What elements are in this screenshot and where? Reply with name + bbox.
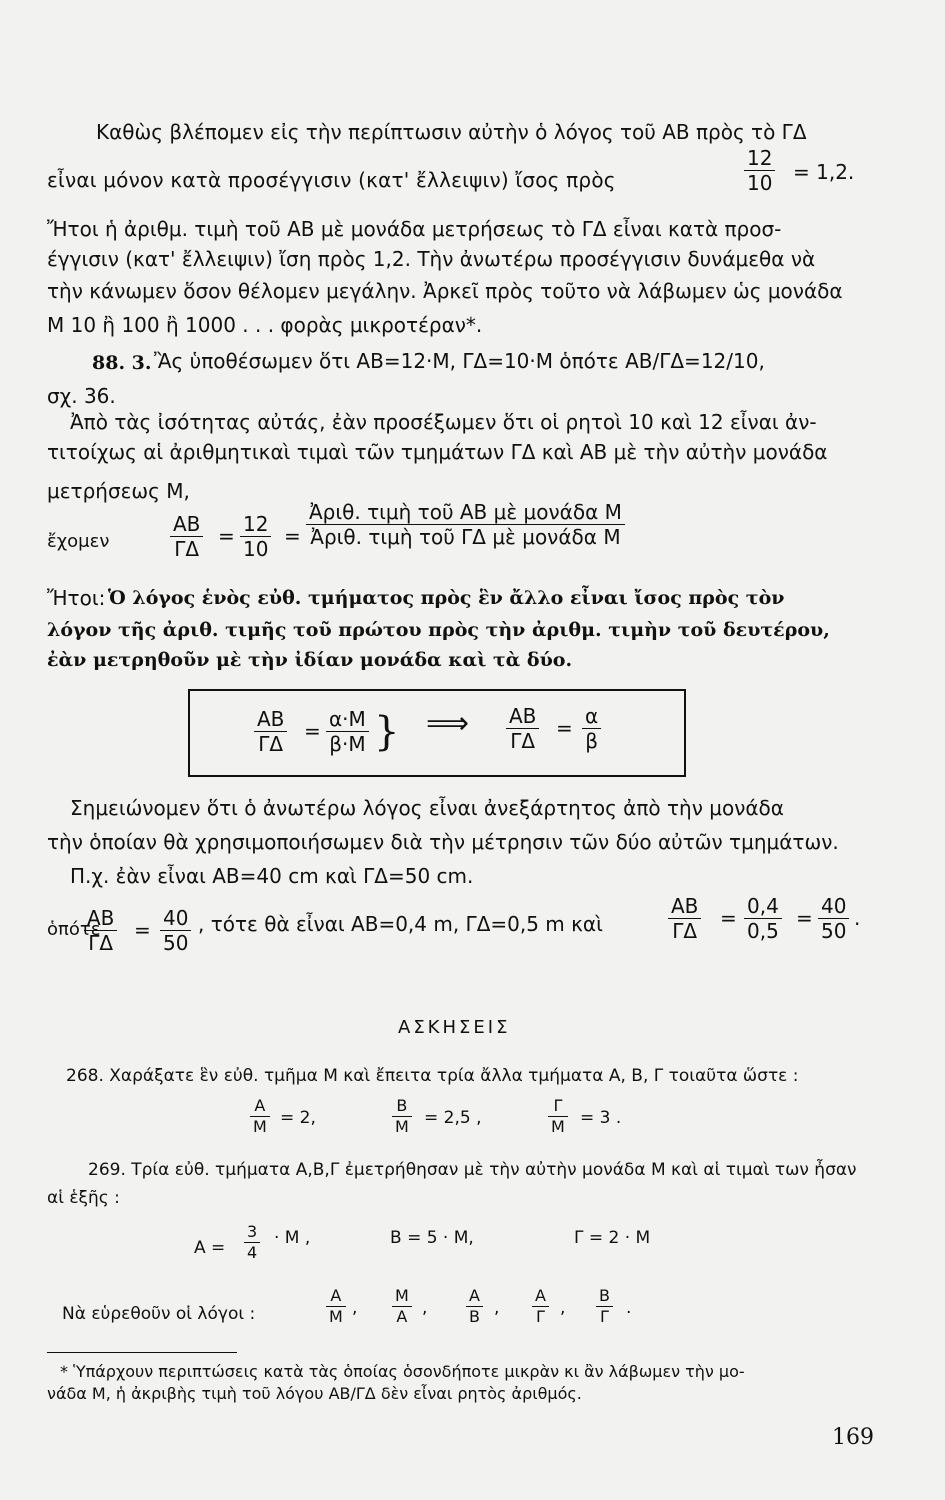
example-fraction-40-50-b: [818, 894, 849, 943]
section88-line4: τιτοίχως αἱ ἀριθμητικαὶ τιμαὶ τῶν τμημάτων ΓΔ καὶ ΑΒ μὲ τὴν αὐτὴν μονάδα: [47, 440, 828, 464]
footnote-rule: [47, 1352, 237, 1353]
fraction-numerator: 40: [160, 906, 191, 931]
rule-line1: Ὁ λόγος ἑνὸς εὐθ. τμήματος πρὸς ἓν ἄλλο εἶναι ἴσος πρὸς τὸν: [108, 587, 785, 609]
fraction-denominator: ΓΔ: [174, 537, 200, 561]
comma: ,: [560, 1298, 566, 1318]
fraction-denominator: Γ: [600, 1307, 609, 1326]
fraction-numerator: ΑΒ: [254, 707, 287, 732]
fraction-denominator: Μ: [253, 1117, 267, 1136]
fraction-numerator: 40: [818, 894, 849, 919]
example-fraction-40-50: [160, 906, 191, 955]
fraction-denominator: Μ: [329, 1307, 343, 1326]
rule-line3: ἐὰν μετρηθοῦν μὲ τὴν ἰδίαν μονάδα καὶ τὰ δύο.: [47, 649, 573, 671]
example-fraction-ab-gd-2: [668, 894, 701, 943]
fraction-denominator: 10: [243, 537, 269, 561]
implies-arrow: ⟹: [426, 706, 470, 741]
right-brace: }: [374, 709, 400, 755]
rule-prefix: Ἤτοι:: [47, 586, 106, 610]
page-number: 169: [832, 1425, 874, 1450]
para1-line3: Ἤτοι ἡ ἀριθμ. τιμὴ τοῦ ΑΒ μὲ μονάδα μετρήσεως τὸ ΓΔ εἶναι κατὰ προσ-: [47, 217, 782, 241]
section88-line5: μετρήσεως Μ,: [47, 479, 190, 503]
e268-value-2: = 2,5 ,: [424, 1108, 482, 1128]
para2-line3: Π.χ. ἐὰν εἶναι ΑΒ=40 cm καὶ ΓΔ=50 cm.: [70, 864, 474, 888]
fraction-denominator: Ἀριθ. τιμὴ τοῦ ΓΔ μὲ μονάδα Μ: [310, 525, 621, 549]
e268-fraction-a-m: [250, 1096, 270, 1137]
fraction-numerator: ΑΒ: [170, 512, 203, 537]
equals-sign: =: [556, 716, 573, 740]
exercise-269-line1: 269. Τρία εὐθ. τμήματα Α,Β,Γ ἐμετρήθησαν μὲ τὴν αὐτὴν μονάδα Μ καὶ αἱ τιμαὶ των ἦσαν: [88, 1160, 857, 1180]
fraction-numerator: Α: [532, 1286, 549, 1307]
fraction-denominator: Μ: [395, 1117, 409, 1136]
comma: ,: [352, 1298, 358, 1318]
e269-a-end: · Μ ,: [274, 1228, 311, 1248]
fraction-denominator: Β: [469, 1307, 480, 1326]
section88-line2: σχ. 36.: [47, 384, 116, 408]
section-number: 88. 3.: [92, 352, 152, 374]
comma: ,: [422, 1298, 428, 1318]
fraction-numerator: Μ: [392, 1286, 412, 1307]
fraction-12-10-b: [240, 512, 271, 561]
box-fraction-ab-gd: [254, 707, 287, 756]
fraction-denominator: 0,5: [747, 919, 779, 943]
fraction-numerator: α·Μ: [326, 707, 369, 732]
e269-b-value: Β = 5 · Μ,: [390, 1228, 474, 1248]
example-fraction-ab-gd: [84, 906, 117, 955]
fraction-numerator: Γ: [548, 1096, 568, 1117]
footnote-line1: * Ὑπάρχουν περιπτώσεις κατὰ τὰς ὁποίας ὁσονδήποτε μικρὰν κι ἂν λάβωμεν τὴν μο-: [60, 1362, 745, 1381]
period: .: [626, 1298, 632, 1318]
fraction-numerator: 0,4: [744, 894, 782, 919]
e268-fraction-g-m: [548, 1096, 568, 1137]
fraction-12-10: [744, 146, 775, 195]
para2-line1: Σημειώνομεν ὅτι ὁ ἀνωτέρω λόγος εἶναι ἀνεξάρτητος ἀπὸ τὴν μονάδα: [70, 796, 784, 820]
ratio-b-g: [596, 1286, 613, 1327]
equals-sign: =: [284, 524, 301, 548]
fraction-denominator: 4: [247, 1243, 258, 1262]
e268-fraction-b-m: [392, 1096, 412, 1137]
para1-line6: Μ 10 ἢ 100 ἢ 1000 . . . φορὰς μικροτέραν*.: [47, 313, 483, 337]
fraction-numerator: ΑΒ: [668, 894, 701, 919]
fraction-denominator: ΓΔ: [510, 729, 536, 753]
fraction-denominator: ΓΔ: [672, 919, 698, 943]
fraction-denominator: ΓΔ: [258, 732, 284, 756]
para2-line2: τὴν ὁποίαν θὰ χρησιμοποιήσωμεν διὰ τὴν μέτρησιν τῶν δύο αὐτῶν τμημάτων.: [47, 830, 839, 854]
example-middle-text: , τότε θὰ εἶναι ΑΒ=0,4 m, ΓΔ=0,5 m καὶ: [198, 912, 603, 936]
fraction-denominator: Μ: [551, 1117, 565, 1136]
ratio-m-a: [392, 1286, 412, 1327]
e269-g-value: Γ = 2 · Μ: [574, 1228, 651, 1248]
e268-value-3: = 3 .: [580, 1108, 622, 1128]
e268-value-1: = 2,: [280, 1108, 316, 1128]
para1-line1: Καθὼς βλέπομεν εἰς τὴν περίπτωσιν αὐτὴν ὁ λόγος τοῦ ΑΒ πρὸς τὸ ΓΔ: [96, 120, 807, 144]
ratio-a-m: [326, 1286, 346, 1327]
para1-line4: έγγισιν (κατ' ἔλλειψιν) ἴση πρὸς 1,2. Τὴν ἀνωτέρω προσέγγισιν δυνάμεθα νὰ: [47, 247, 816, 271]
fraction-numerator: Ἀριθ. τιμὴ τοῦ ΑΒ μὲ μονάδα Μ: [306, 500, 625, 525]
equals-sign: =: [720, 906, 737, 930]
fraction-numerator: 12: [744, 146, 775, 171]
e269-a-label: Α =: [194, 1238, 226, 1258]
box-fraction-alpha-beta: [582, 704, 601, 753]
find-ratios-label: Νὰ εὑρεθοῦν οἱ λόγοι :: [62, 1304, 256, 1324]
ratio-a-g: [532, 1286, 549, 1327]
exercises-heading: ΑΣΚΗΣΕΙΣ: [398, 1017, 511, 1038]
fraction-numerator: 12: [240, 512, 271, 537]
fraction-numerator: ΑΒ: [506, 704, 539, 729]
para1-line5: τὴν κάνωμεν ὅσον θέλομεν μεγάλην. Ἀρκεῖ πρὸς τοῦτο νὰ λάβωμεν ὡς μονάδα: [47, 279, 843, 303]
e269-fraction-3-4: [244, 1222, 260, 1263]
fraction-denominator: 50: [163, 931, 189, 955]
fraction-denominator: 10: [747, 171, 773, 195]
section88-line1: Ἂς ὑποθέσωμεν ὅτι ΑΒ=12·Μ, ΓΔ=10·Μ ὁπότε ΑΒ/ΓΔ=12/10,: [154, 349, 765, 373]
section88-line3: Ἀπὸ τὰς ἰσότητας αὐτάς, ἐὰν προσέξωμεν ὅτι οἱ ρητοὶ 10 καὶ 12 εἶναι ἀν-: [70, 410, 817, 434]
fraction-denominator: Γ: [536, 1307, 545, 1326]
box-fraction-ab-gd-2: [506, 704, 539, 753]
para1-line2: εἶναι μόνον κατὰ προσέγγισιν (κατ' ἔλλειψιν) ἴσος πρὸς: [47, 168, 616, 192]
comma: ,: [494, 1298, 500, 1318]
fraction-numerator: Α: [326, 1286, 346, 1307]
exercise-269-line2: αἱ ἑξῆς :: [47, 1188, 120, 1208]
equals-sign: =: [134, 918, 151, 942]
example-fraction-04-05: [744, 894, 782, 943]
fraction-numerator: Β: [596, 1286, 613, 1307]
fraction-numerator: ΑΒ: [84, 906, 117, 931]
period: .: [854, 906, 861, 930]
fraction-numerator: Β: [392, 1096, 412, 1117]
fraction-denominator: β·Μ: [329, 732, 366, 756]
fraction-denominator: ΓΔ: [88, 931, 114, 955]
fraction-numerator: α: [582, 704, 601, 729]
equals-sign: =: [218, 524, 235, 548]
fraction-denominator: 50: [821, 919, 847, 943]
fraction-numerator: Α: [250, 1096, 270, 1117]
footnote-line2: νάδα Μ, ἡ ἀκριβὴς τιμὴ τοῦ λόγου ΑΒ/ΓΔ δὲν εἶναι ρητὸς ἀριθμός.: [47, 1384, 582, 1403]
exercise-268-text: 268. Χαράξατε ἓν εὐθ. τμῆμα Μ καὶ ἔπειτα τρία ἄλλα τμήματα Α, Β, Γ τοιαῦτα ὥστε :: [66, 1066, 799, 1086]
box-fraction-aM-bM: [326, 707, 369, 756]
fraction-numerator: Α: [466, 1286, 483, 1307]
echomen-label: ἔχομεν: [47, 531, 110, 552]
fraction-denominator: β: [585, 729, 598, 753]
ratio-a-b: [466, 1286, 483, 1327]
equals-sign: =: [796, 906, 813, 930]
rule-line2: λόγον τῆς ἀριθ. τιμῆς τοῦ πρώτου πρὸς τὴν ἀριθμ. τιμὴν τοῦ δευτέρου,: [47, 619, 830, 641]
fraction-numerator: 3: [244, 1222, 260, 1243]
fraction-denominator: Α: [396, 1307, 408, 1326]
fraction-ab-gd: [170, 512, 203, 561]
equals-sign: =: [304, 719, 321, 743]
opote-label: ὁπότε: [47, 919, 101, 940]
para1-line2-end: = 1,2.: [793, 160, 855, 184]
fraction-numeric-values: [306, 500, 625, 549]
